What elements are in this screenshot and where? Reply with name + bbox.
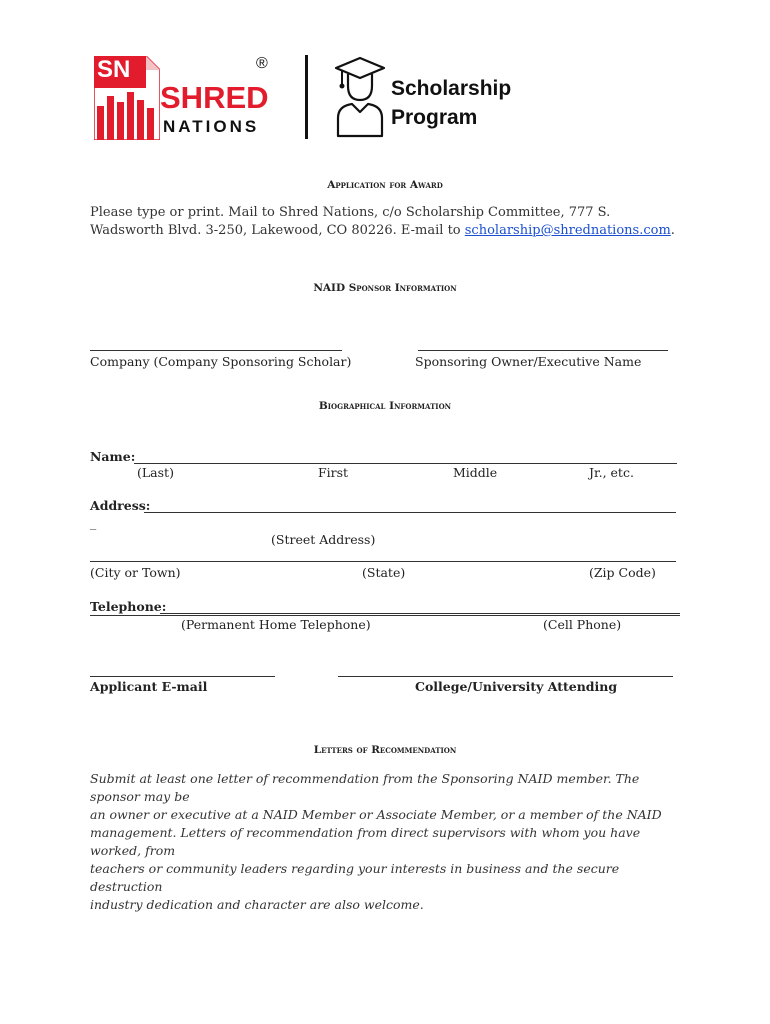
name-line[interactable] <box>134 463 677 464</box>
company-label: Company (Company Sponsoring Scholar) <box>90 354 352 369</box>
intro-end: . <box>670 223 675 238</box>
city-label: (City or Town) <box>90 565 181 580</box>
form-title: Application for Award <box>327 179 443 191</box>
college-line[interactable] <box>338 676 673 677</box>
letters-line: an owner or executive at a NAID Member or Associate Member, or a member of the NAID <box>90 807 662 822</box>
street-address-label: (Street Address) <box>271 532 376 547</box>
letters-line: industry dedication and character are also welcome. <box>90 897 424 912</box>
applicant-email-line[interactable] <box>90 676 275 677</box>
graduate-icon <box>334 56 386 138</box>
state-label: (State) <box>362 565 406 580</box>
address-label: Address: <box>90 498 151 513</box>
college-label: College/University Attending <box>415 679 618 694</box>
cell-phone-label: (Cell Phone) <box>543 617 622 632</box>
applicant-email-label: Applicant E-mail <box>90 679 208 694</box>
name-middle-label: Middle <box>453 465 498 480</box>
email-link[interactable]: scholarship@shrednations.com <box>464 223 671 238</box>
sponsor-section-title: NAID Sponsor Information <box>313 282 457 294</box>
intro-paragraph <box>90 204 680 240</box>
city-state-zip-line[interactable] <box>90 561 676 562</box>
program-title-line1: Scholarship <box>391 77 512 100</box>
program-title-line2: Program <box>391 106 478 129</box>
bio-section-title: Biographical Information <box>318 400 452 412</box>
logo-letters: SN <box>97 56 131 83</box>
owner-label: Sponsoring Owner/Executive Name <box>415 354 642 369</box>
intro-text: Please type or print. Mail to Shred Nations, c/o Scholarship Committee, 777 S. Wadsworth Blvd. 3-250, Lakewood, CO 80226. E-mail to <box>90 205 611 238</box>
company-line[interactable] <box>90 350 342 351</box>
home-phone-label: (Permanent Home Telephone) <box>181 617 371 632</box>
letters-line: teachers or community leaders regarding your interests in business and the secure destruction <box>90 861 620 894</box>
telephone-underline-bold <box>90 615 680 616</box>
name-suffix-label: Jr., etc. <box>589 465 634 480</box>
name-label: Name: <box>90 449 136 464</box>
address-continuation: _ <box>90 515 97 530</box>
telephone-line[interactable] <box>160 613 680 614</box>
letters-paragraph <box>90 770 690 914</box>
address-line[interactable] <box>144 512 676 513</box>
letters-line: management. Letters of recommendation from direct supervisors with whom you have worked, from <box>90 825 641 858</box>
telephone-label: Telephone: <box>90 599 167 614</box>
header-divider <box>305 55 308 139</box>
brand-shred-text: SHRED <box>160 80 269 115</box>
registered-mark: ® <box>256 55 268 72</box>
name-last-label: (Last) <box>137 465 174 480</box>
zip-label: (Zip Code) <box>589 565 656 580</box>
letters-line: Submit at least one letter of recommendation from the Sponsoring NAID member. The sponsor may be <box>90 771 640 804</box>
brand-nations-text: NATIONS <box>163 117 260 136</box>
letters-section-title: Letters of Recommendation <box>313 744 457 756</box>
name-first-label: First <box>318 465 349 480</box>
owner-line[interactable] <box>418 350 668 351</box>
